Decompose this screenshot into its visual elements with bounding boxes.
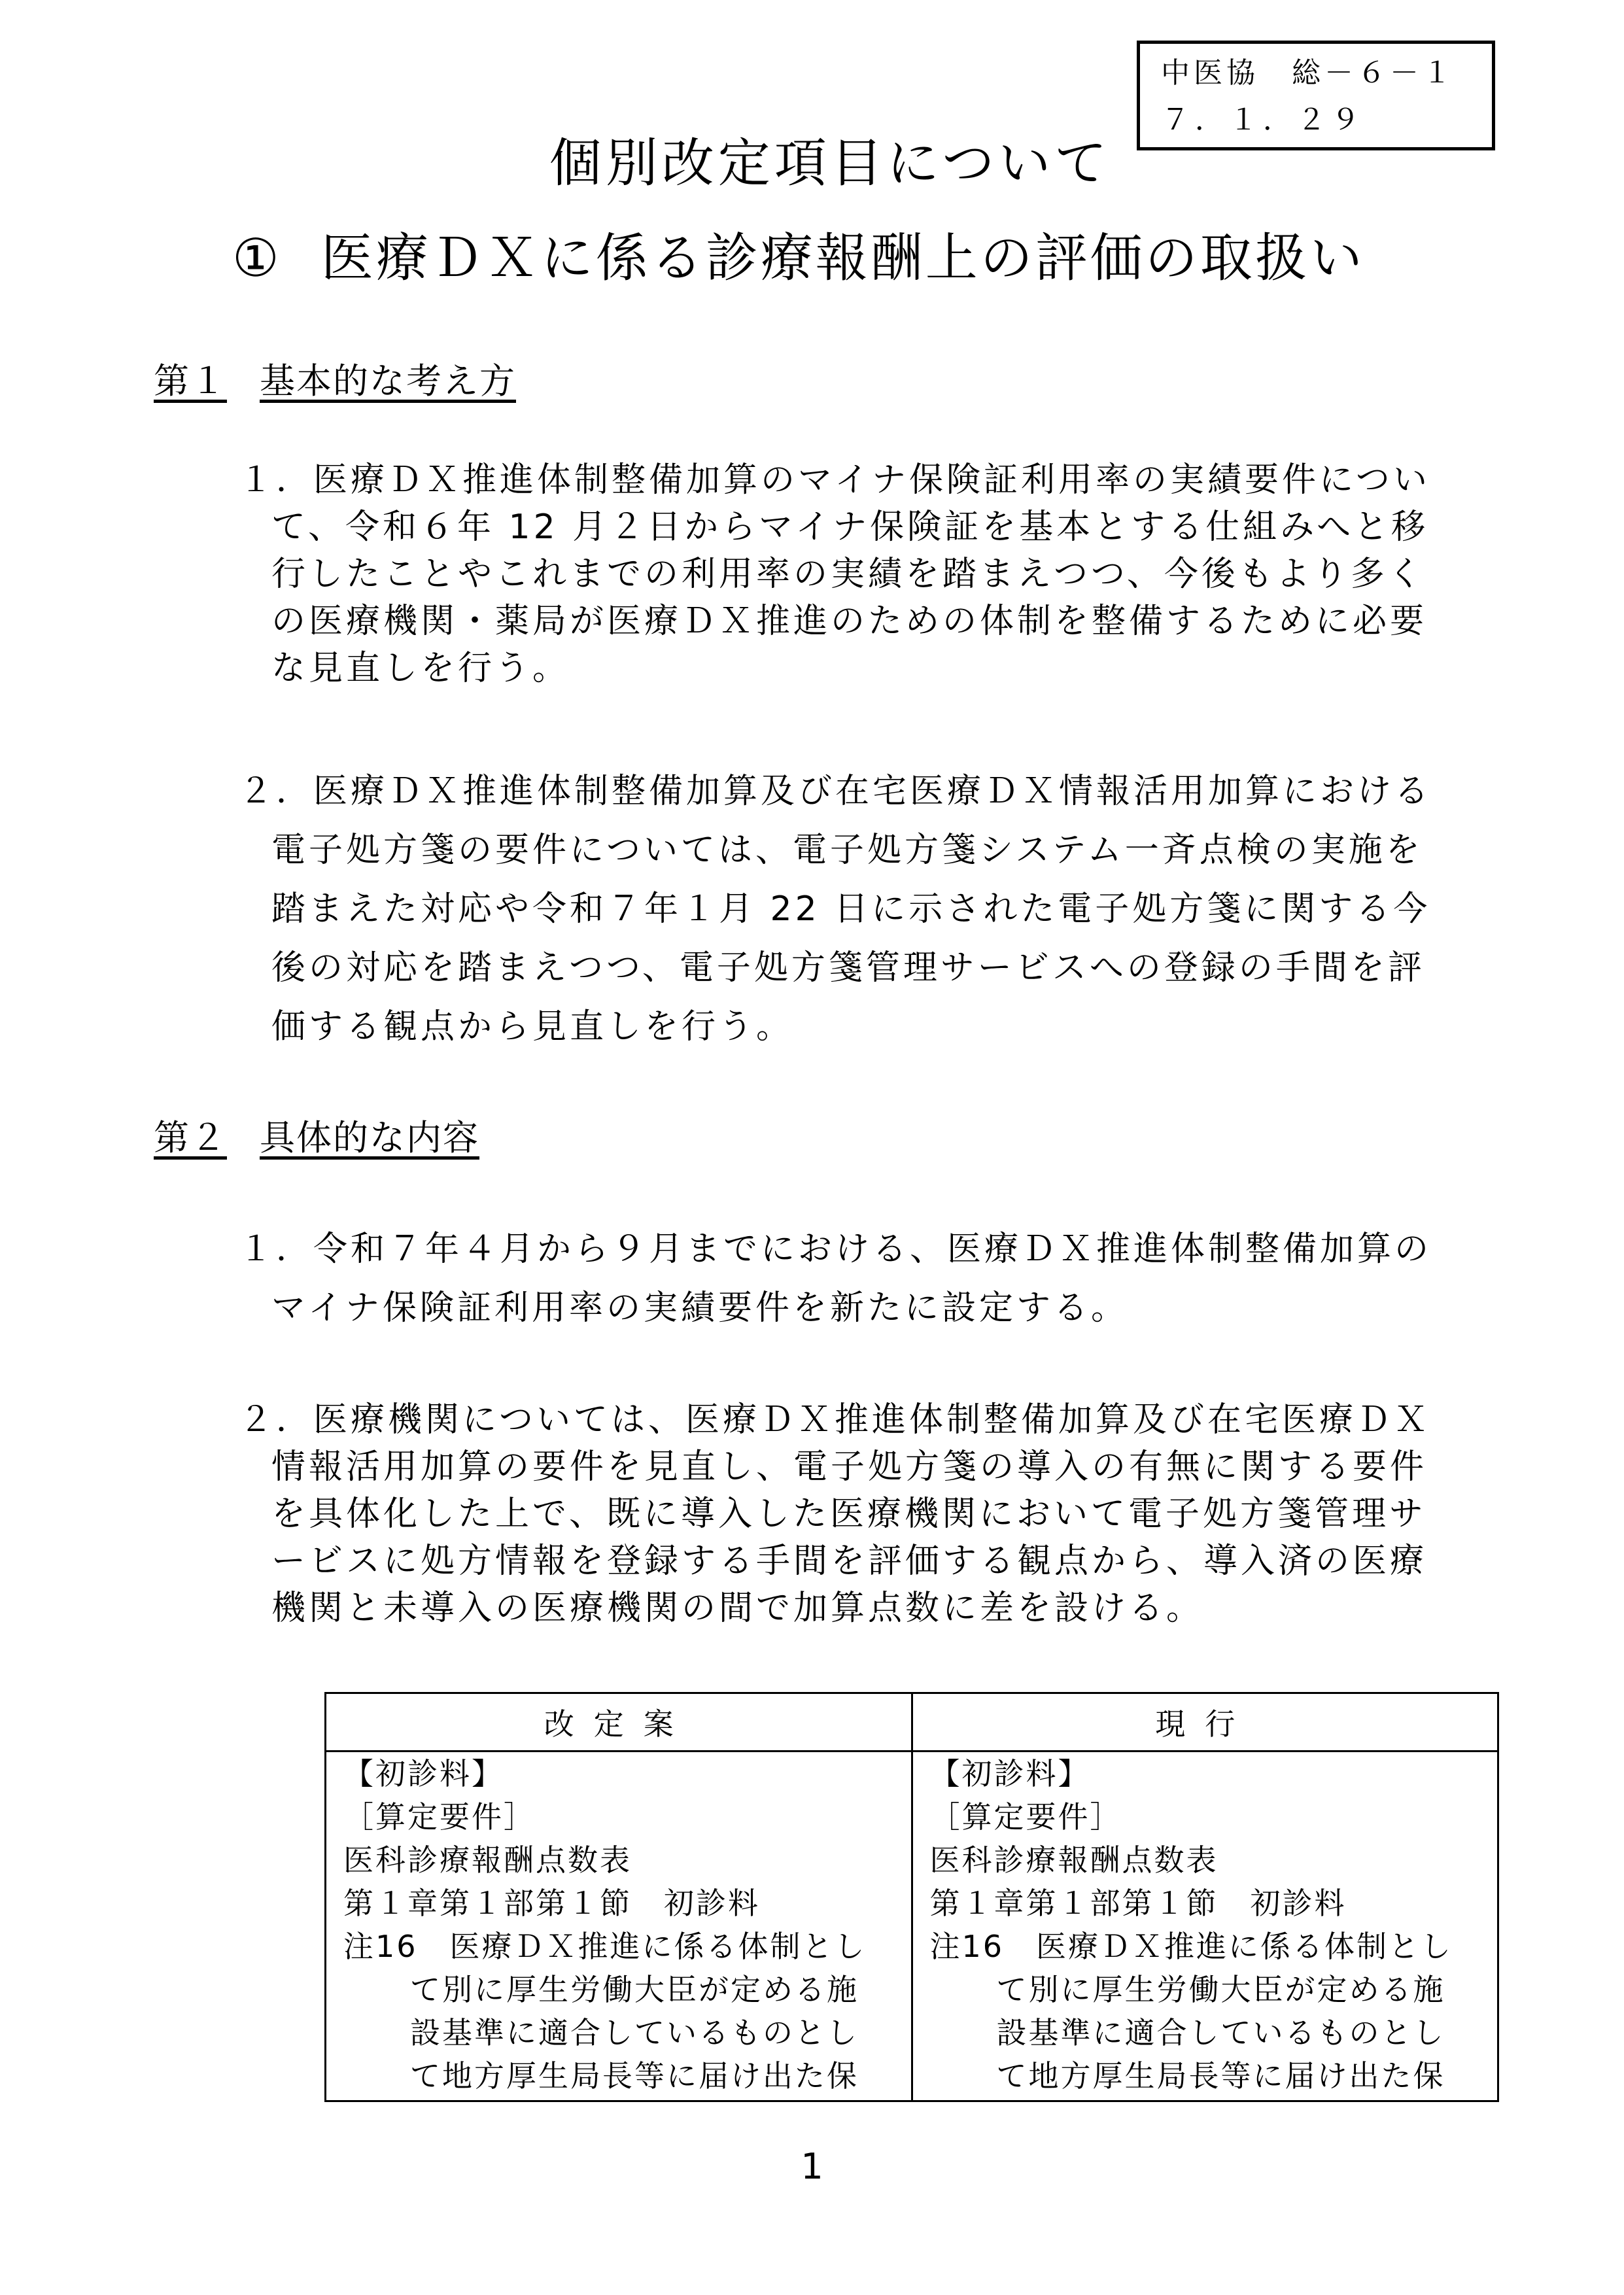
paragraph-line: な見直しを行う。 bbox=[271, 649, 570, 688]
paragraph-line: １．令和７年４月から９月までにおける、医療ＤＸ推進体制整備加算の bbox=[239, 1230, 1432, 1269]
page-subtitle bbox=[232, 222, 1365, 294]
section-1-title: 基本的な考え方 bbox=[260, 360, 516, 402]
paragraph-line: 価する観点から見直しを行う。 bbox=[271, 1007, 794, 1046]
paragraph-line: 行したことやこれまでの利用率の実績を踏まえつつ、今後もより多く bbox=[271, 555, 1425, 594]
table-cell-line: て別に厚生労働大臣が定める施 bbox=[410, 1972, 859, 2007]
stamp-line-2: ７．１．２９ bbox=[1161, 103, 1365, 137]
paragraph-line: の医療機関・薬局が医療ＤＸ推進のための体制を整備するために必要 bbox=[271, 602, 1428, 641]
paragraph-line: １．医療ＤＸ推進体制整備加算のマイナ保険証利用率の実績要件につい bbox=[239, 460, 1430, 500]
paragraph-line: ２．医療ＤＸ推進体制整備加算及び在宅医療ＤＸ情報活用加算における bbox=[239, 772, 1432, 811]
section-2-item-2 bbox=[239, 1396, 1468, 1632]
table-cell-line: 医科診療報酬点数表 bbox=[929, 1842, 1218, 1878]
section-1-item-1 bbox=[239, 457, 1468, 692]
paragraph-line: 情報活用加算の要件を見直し、電子処方箋の導入の有無に関する要件 bbox=[271, 1447, 1428, 1487]
paragraph-line: て、令和６年 12 月２日からマイナ保険証を基本とする仕組みへと移 bbox=[271, 508, 1429, 547]
table-header-row bbox=[326, 1693, 1498, 1751]
table-cell-line: ［算定要件］ bbox=[929, 1799, 1122, 1835]
section-1-item-2 bbox=[239, 762, 1468, 1056]
current-column-cell bbox=[912, 1751, 1498, 2101]
table-cell-line: て地方厚生局長等に届け出た保 bbox=[996, 2058, 1445, 2094]
table-cell-line: て別に厚生労働大臣が定める施 bbox=[996, 1972, 1445, 2007]
table-cell-line: 設基準に適合しているものとし bbox=[996, 2015, 1445, 2050]
table-cell-line: ［算定要件］ bbox=[343, 1799, 536, 1835]
table-cell-line: 【初診料】 bbox=[929, 1756, 1090, 1791]
table-cell-line: 医科診療報酬点数表 bbox=[343, 1842, 632, 1878]
paragraph-line: ２．医療機関については、医療ＤＸ推進体制整備加算及び在宅医療ＤＸ bbox=[239, 1400, 1431, 1440]
section-2-title: 具体的な内容 bbox=[260, 1117, 479, 1158]
paragraph-line: を具体化した上で、既に導入した医療機関において電子処方箋管理サ bbox=[271, 1494, 1426, 1534]
table-cell-line: 注16 医療ＤＸ推進に係る体制とし bbox=[929, 1929, 1453, 1964]
section-1-number: 第１ bbox=[154, 360, 227, 402]
page-title: 個別改定項目について bbox=[549, 133, 1111, 194]
paragraph-line: 後の対応を踏まえつつ、電子処方箋管理サービスへの登録の手間を評 bbox=[271, 948, 1425, 988]
paragraph-line: ービスに処方情報を登録する手間を評価する観点から、導入済の医療 bbox=[271, 1542, 1428, 1581]
table-cell-line: 設基準に適合しているものとし bbox=[410, 2015, 859, 2050]
page-number: 1 bbox=[801, 2146, 823, 2187]
revision-comparison-table bbox=[324, 1692, 1499, 2102]
paragraph-line: 踏まえた対応や令和７年１月 22 日に示された電子処方箋に関する今 bbox=[271, 889, 1431, 929]
section-1-heading bbox=[154, 358, 516, 404]
table-cell-line: 【初診料】 bbox=[343, 1756, 504, 1791]
paragraph-line: 機関と未導入の医療機関の間で加算点数に差を設ける。 bbox=[271, 1589, 1204, 1628]
section-2-item-1 bbox=[239, 1220, 1468, 1337]
table-cell-line: 第１章第１部第１節 初診料 bbox=[929, 1886, 1347, 1921]
subtitle-text: 医療ＤＸに係る診療報酬上の評価の取扱い bbox=[320, 228, 1365, 288]
table-cell-line: 第１章第１部第１節 初診料 bbox=[343, 1886, 760, 1921]
column-header-current: 現行 bbox=[912, 1693, 1498, 1751]
section-2-heading bbox=[154, 1115, 479, 1161]
proposed-column-cell bbox=[326, 1751, 912, 2101]
table-cell-line: て地方厚生局長等に届け出た保 bbox=[410, 2058, 859, 2094]
paragraph-line: 電子処方箋の要件については、電子処方箋システム一斉点検の実施を bbox=[271, 831, 1423, 870]
table-row bbox=[326, 1751, 1498, 2101]
paragraph-line: マイナ保険証利用率の実績要件を新たに設定する。 bbox=[271, 1288, 1128, 1328]
subtitle-number: ① bbox=[232, 228, 282, 288]
stamp-line-1: 中医協 総－６－１ bbox=[1161, 56, 1455, 90]
column-header-proposed: 改定案 bbox=[326, 1693, 912, 1751]
section-2-number: 第２ bbox=[154, 1117, 227, 1158]
table-cell-line: 注16 医療ＤＸ推進に係る体制とし bbox=[343, 1929, 867, 1964]
